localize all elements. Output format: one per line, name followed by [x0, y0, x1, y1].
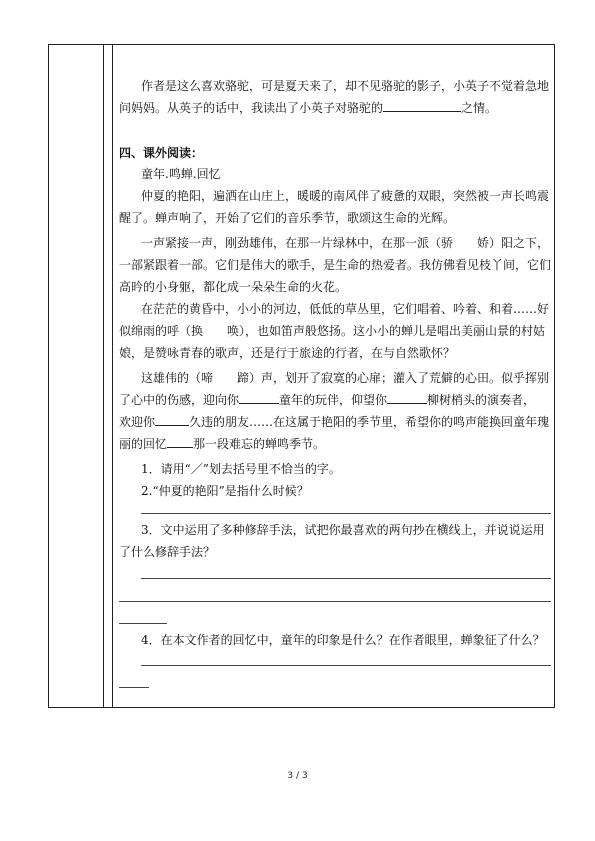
answer-line[interactable]	[141, 513, 551, 514]
reading-paragraph-1: 仲夏的艳阳，遍洒在山庄上，暖暖的南风伴了疲惫的双眼，突然被一声长鸣震	[141, 189, 550, 203]
table-column-divider	[103, 45, 104, 707]
intro-line-2-text: 问妈妈。从英子的话中，我读出了小英子对骆驼的	[119, 101, 384, 115]
answer-line[interactable]	[141, 578, 551, 579]
reading-paragraph-4	[119, 389, 559, 411]
answer-line[interactable]	[119, 623, 167, 624]
answer-blank[interactable]	[383, 97, 461, 112]
reading-paragraph-4	[119, 433, 559, 455]
text-span: 欢迎你	[119, 415, 156, 429]
answer-blank[interactable]	[155, 411, 189, 426]
intro-line-1: 作者是这么喜欢骆驼，可是夏天来了，却不见骆驼的影子，小英子不觉着急地	[141, 79, 550, 93]
text-span: 童年的玩伴，仰望你	[279, 393, 388, 407]
text-span: 久违的朋友……在这属于艳阳的季节里，希望你的鸣声能换回童年瑰	[189, 415, 550, 429]
question-3: 了什么修辞手法？	[119, 545, 216, 559]
question-3: 3．文中运用了多种修辞手法，试把你最喜欢的两句抄在横线上，并说说运用	[141, 523, 545, 537]
text-span: 那一段难忘的蝉鸣季节。	[193, 437, 326, 451]
question-4: 4．在本文作者的回忆中，童年的印象是什么？在作者眼里，蝉象征了什么？	[141, 633, 545, 647]
reading-paragraph-2: 一声紧接一声，刚劲雄伟，在那一片绿林中，在那一派（骄 娇）阳之下，	[141, 236, 550, 250]
reading-paragraph-4	[119, 411, 559, 433]
text-span: 丽的回忆	[119, 437, 168, 451]
answer-line[interactable]	[141, 665, 551, 666]
answer-blank[interactable]	[167, 433, 193, 448]
question-2: 2.“仲夏的艳阳”是指什么时候？	[141, 484, 309, 498]
reading-paragraph-2: 高昑的小身躯，都化成一朵朵生命的火花。	[119, 280, 348, 294]
reading-paragraph-1: 醒了。蝉声响了，开始了它们的音乐季节，歌颂这生命的光辉。	[119, 211, 456, 225]
section-title: 四、课外阅读：	[119, 146, 204, 160]
intro-line-2-end: 之情。	[461, 101, 498, 115]
answer-line[interactable]	[119, 687, 149, 688]
answer-line[interactable]	[119, 601, 551, 602]
text-span: 了心中的伤感，迎向你	[119, 393, 240, 407]
answer-blank[interactable]	[239, 389, 279, 404]
worksheet-table	[48, 44, 555, 708]
intro-line-2	[119, 97, 559, 119]
question-1: 1．请用“／”划去括号里不恰当的字。	[141, 462, 341, 476]
reading-title: 童年.鸣蝉.回忆	[141, 167, 221, 181]
worksheet-content	[113, 45, 554, 707]
reading-paragraph-3: 在茫茫的黄昏中，小小的河边，低低的草丛里，它们唱着、吟着、和着……好	[141, 302, 550, 316]
reading-paragraph-3: 娘，是赞咏青春的歌声，还是行于旅途的行者，在与自然歌怀？	[119, 346, 456, 360]
text-span: 柳树梢头的演奏者，	[427, 393, 536, 407]
reading-paragraph-2: 一部紧跟着一部。它们是伟大的歌手，是生命的热爱者。我仿佛看见枝丫间，它们	[119, 258, 552, 272]
page-number: 3 / 3	[287, 771, 308, 781]
reading-paragraph-3: 似绵雨的呼（换 唤），也如笛声般悠扬。这小小的蝉儿是唱出美丽山景的村姑	[119, 324, 546, 338]
reading-paragraph-4: 这雄伟的（啼 蹄）声，划开了寂寞的心扉；灌入了荒僻的心田。似乎挥别	[141, 371, 550, 385]
answer-blank[interactable]	[387, 389, 427, 404]
